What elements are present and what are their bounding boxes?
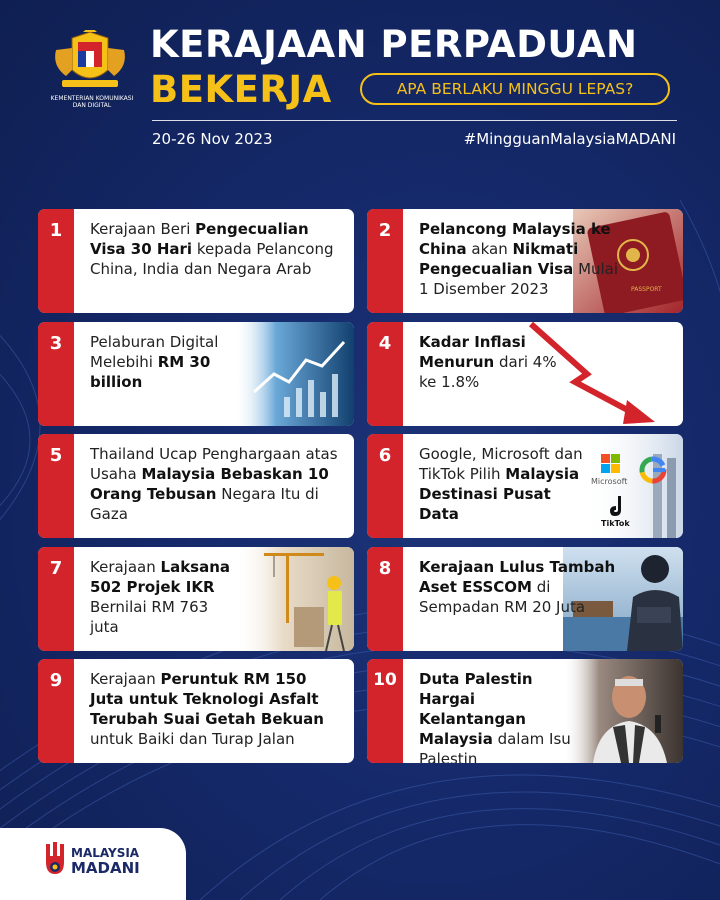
- item-text: [419, 219, 619, 299]
- main-title-line1: KERAJAAN PERPADUAN: [150, 23, 638, 66]
- news-card-2[interactable]: [367, 209, 683, 313]
- body-text: dalam Isu Palestin: [419, 730, 571, 763]
- news-card-10[interactable]: [367, 659, 683, 763]
- highlight-text: Pengecualian Visa 30 Hari: [90, 220, 309, 258]
- hashtag: #MingguanMalaysiaMADANI: [463, 130, 676, 148]
- news-card-9[interactable]: [38, 659, 354, 763]
- digital-finance-image: [234, 322, 354, 426]
- ministry-label: KEMENTERIAN KOMUNIKASI DAN DIGITAL: [50, 95, 134, 109]
- item-text: [90, 219, 340, 279]
- body-text: Thailand Ucap Penghargaan atas Usaha: [90, 445, 338, 483]
- item-text: [419, 444, 589, 524]
- subtitle-pill: APA BERLAKU MINGGU LEPAS?: [360, 73, 670, 105]
- body-text: Bernilai RM 763 juta: [90, 598, 209, 636]
- coat-of-arms-logo: [50, 30, 130, 92]
- body-text: kepada Pelancong China, India dan Negara Arab: [90, 240, 334, 278]
- item-number: 7: [38, 547, 74, 651]
- header-divider: [152, 120, 677, 121]
- news-card-3[interactable]: [38, 322, 354, 426]
- wordmark-line1: MALAYSIA: [71, 846, 140, 860]
- item-number: 4: [367, 322, 403, 426]
- item-text: [90, 332, 238, 392]
- ambassador-photo: [563, 659, 683, 763]
- item-number: 10: [367, 659, 403, 763]
- item-text: [419, 332, 559, 392]
- item-number: 1: [38, 209, 74, 313]
- body-text: di Sempadan RM 20 Juta: [419, 578, 586, 616]
- item-number: 9: [38, 659, 74, 763]
- body-text: Negara Itu di Gaza: [90, 485, 319, 523]
- malaysia-madani-logo: [42, 840, 68, 878]
- news-card-7[interactable]: [38, 547, 354, 651]
- item-text: [419, 557, 624, 617]
- malaysia-madani-wordmark: [71, 846, 140, 876]
- item-number: 5: [38, 434, 74, 538]
- highlight-text: Kerajaan Lulus Tambah Aset ESSCOM: [419, 558, 616, 596]
- construction-image: [234, 547, 354, 651]
- news-card-6[interactable]: [367, 434, 683, 538]
- highlight-text: Nikmati Pengecualian Visa: [419, 240, 579, 278]
- highlight-text: RM 30 billion: [90, 353, 211, 391]
- wordmark-line2: MADANI: [71, 859, 140, 877]
- item-text: [90, 444, 345, 524]
- news-card-4[interactable]: [367, 322, 683, 426]
- tech-logos-image: [583, 434, 683, 538]
- body-text: Kerajaan: [90, 558, 161, 576]
- body-text: Kerajaan Beri: [90, 220, 196, 238]
- body-text: Google, Microsoft dan TikTok Pilih: [419, 445, 583, 483]
- news-card-5[interactable]: [38, 434, 354, 538]
- item-text: [90, 557, 240, 637]
- tiktok-label: TikTok: [601, 519, 630, 528]
- body-text: Pelaburan Digital Melebihi: [90, 333, 219, 371]
- highlight-text: Peruntuk RM 150 Juta untuk Teknologi Asfalt Terubah Suai Getah Bekuan: [90, 670, 324, 728]
- highlight-text: Malaysia Bebaskan 10 Orang Tebusan: [90, 465, 329, 503]
- body-text: dari 4% ke 1.8%: [419, 353, 557, 391]
- news-card-1[interactable]: [38, 209, 354, 313]
- date-range: 20-26 Nov 2023: [152, 130, 273, 148]
- item-number: 2: [367, 209, 403, 313]
- body-text: Kerajaan: [90, 670, 161, 688]
- passport-label: PASSPORT: [631, 286, 662, 293]
- highlight-text: Pelancong Malaysia ke China: [419, 220, 611, 258]
- item-text: [90, 669, 340, 749]
- microsoft-label: Microsoft: [591, 477, 628, 486]
- item-number: 6: [367, 434, 403, 538]
- body-text: untuk Baiki dan Turap Jalan: [90, 730, 295, 748]
- body-text: Mulai 1 Disember 2023: [419, 260, 619, 298]
- highlight-text: Kadar Inflasi Menurun: [419, 333, 526, 371]
- item-text: [419, 669, 577, 763]
- news-card-8[interactable]: [367, 547, 683, 651]
- highlight-text: Malaysia Destinasi Pusat Data: [419, 465, 580, 523]
- highlight-text: Duta Palestin Hargai Kelantangan Malaysia: [419, 670, 533, 748]
- item-number: 8: [367, 547, 403, 651]
- item-number: 3: [38, 322, 74, 426]
- highlight-text: Laksana 502 Projek IKR: [90, 558, 231, 596]
- main-title-line2: BEKERJA: [150, 68, 332, 111]
- body-text: akan: [466, 240, 513, 258]
